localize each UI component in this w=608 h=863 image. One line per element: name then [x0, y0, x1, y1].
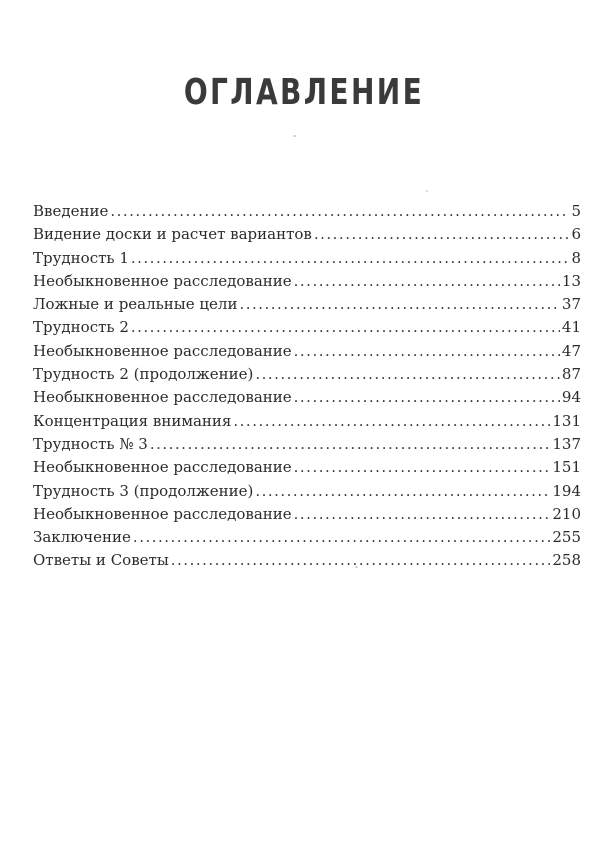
toc-entry [33, 503, 581, 526]
toc-entry-label: Концентрация внимания [33, 411, 232, 430]
toc-dot-leader [255, 480, 550, 503]
toc-entry-label: Необыкновенное расследование [33, 271, 292, 290]
paper-speck [426, 190, 428, 192]
toc-entry [33, 386, 581, 409]
page-title: ОГЛАВЛЕНИЕ [183, 72, 425, 113]
toc-entry-label: Введение [33, 202, 109, 220]
table-of-contents [33, 200, 581, 573]
toc-entry [33, 293, 581, 316]
paper-speck [355, 566, 358, 568]
toc-entry [33, 433, 581, 456]
toc-entry [33, 526, 581, 549]
toc-entry-label: Заключение [33, 528, 131, 547]
toc-entry [33, 200, 581, 223]
toc-entry [33, 456, 581, 479]
toc-entry-page-number: 6 [571, 225, 581, 244]
toc-dot-leader [294, 456, 551, 479]
toc-entry-page-number: 37 [561, 295, 581, 314]
toc-dot-leader [294, 340, 560, 363]
toc-dot-leader [239, 293, 559, 316]
toc-entry-page-number: 137 [552, 434, 581, 453]
toc-entry [33, 549, 581, 572]
toc-entry-page-number: 5 [571, 202, 581, 220]
toc-dot-leader [131, 247, 570, 270]
toc-entry-page-number: 47 [561, 341, 581, 360]
toc-dot-leader [294, 386, 560, 409]
toc-dot-leader [314, 223, 570, 246]
toc-entry [33, 270, 581, 293]
toc-entry [33, 340, 581, 363]
toc-entry [33, 363, 581, 386]
toc-dot-leader [171, 549, 551, 572]
toc-entry-label: Необыкновенное расследование [33, 458, 292, 477]
toc-dot-leader [150, 433, 551, 456]
toc-dot-leader [294, 503, 551, 526]
toc-entry-page-number: 151 [552, 458, 581, 477]
toc-entry [33, 316, 581, 339]
toc-entry [33, 480, 581, 503]
toc-entry-label: Трудность 1 [33, 248, 129, 267]
toc-entry-label: Видение доски и расчет вариантов [33, 225, 312, 244]
toc-entry-page-number: 13 [561, 271, 581, 290]
toc-entry-label: Трудность 2 [33, 318, 129, 337]
toc-entry-page-number: 94 [561, 388, 581, 407]
toc-dot-leader [110, 200, 569, 223]
toc-entry-label: Трудность 2 (продолжение) [33, 365, 254, 384]
toc-entry-page-number: 194 [552, 481, 581, 500]
toc-entry-page-number: 8 [571, 248, 581, 267]
toc-entry [33, 410, 581, 433]
toc-entry-page-number: 258 [552, 551, 581, 570]
toc-dot-leader [131, 316, 560, 339]
toc-entry-page-number: 41 [561, 318, 581, 337]
toc-entry-label: Необыкновенное расследование [33, 504, 292, 523]
toc-entry-label: Ответы и Советы [33, 551, 169, 570]
toc-entry-page-number: 87 [561, 365, 581, 384]
paper-speck [293, 135, 296, 137]
toc-entry-page-number: 210 [552, 504, 581, 523]
toc-entry-label: Ложные и реальные цели [33, 295, 238, 314]
toc-entry-label: Необыкновенное расследование [33, 341, 292, 360]
toc-entry [33, 223, 581, 246]
toc-entry-page-number: 255 [552, 528, 581, 547]
toc-dot-leader [294, 270, 560, 293]
toc-dot-leader [255, 363, 560, 386]
toc-entry [33, 247, 581, 270]
toc-dot-leader [233, 410, 550, 433]
toc-dot-leader [133, 526, 550, 549]
toc-entry-label: Необыкновенное расследование [33, 388, 292, 407]
toc-entry-label: Трудность 3 (продолжение) [33, 481, 254, 500]
toc-entry-label: Трудность № 3 [33, 434, 148, 453]
toc-entry-page-number: 131 [552, 411, 581, 430]
